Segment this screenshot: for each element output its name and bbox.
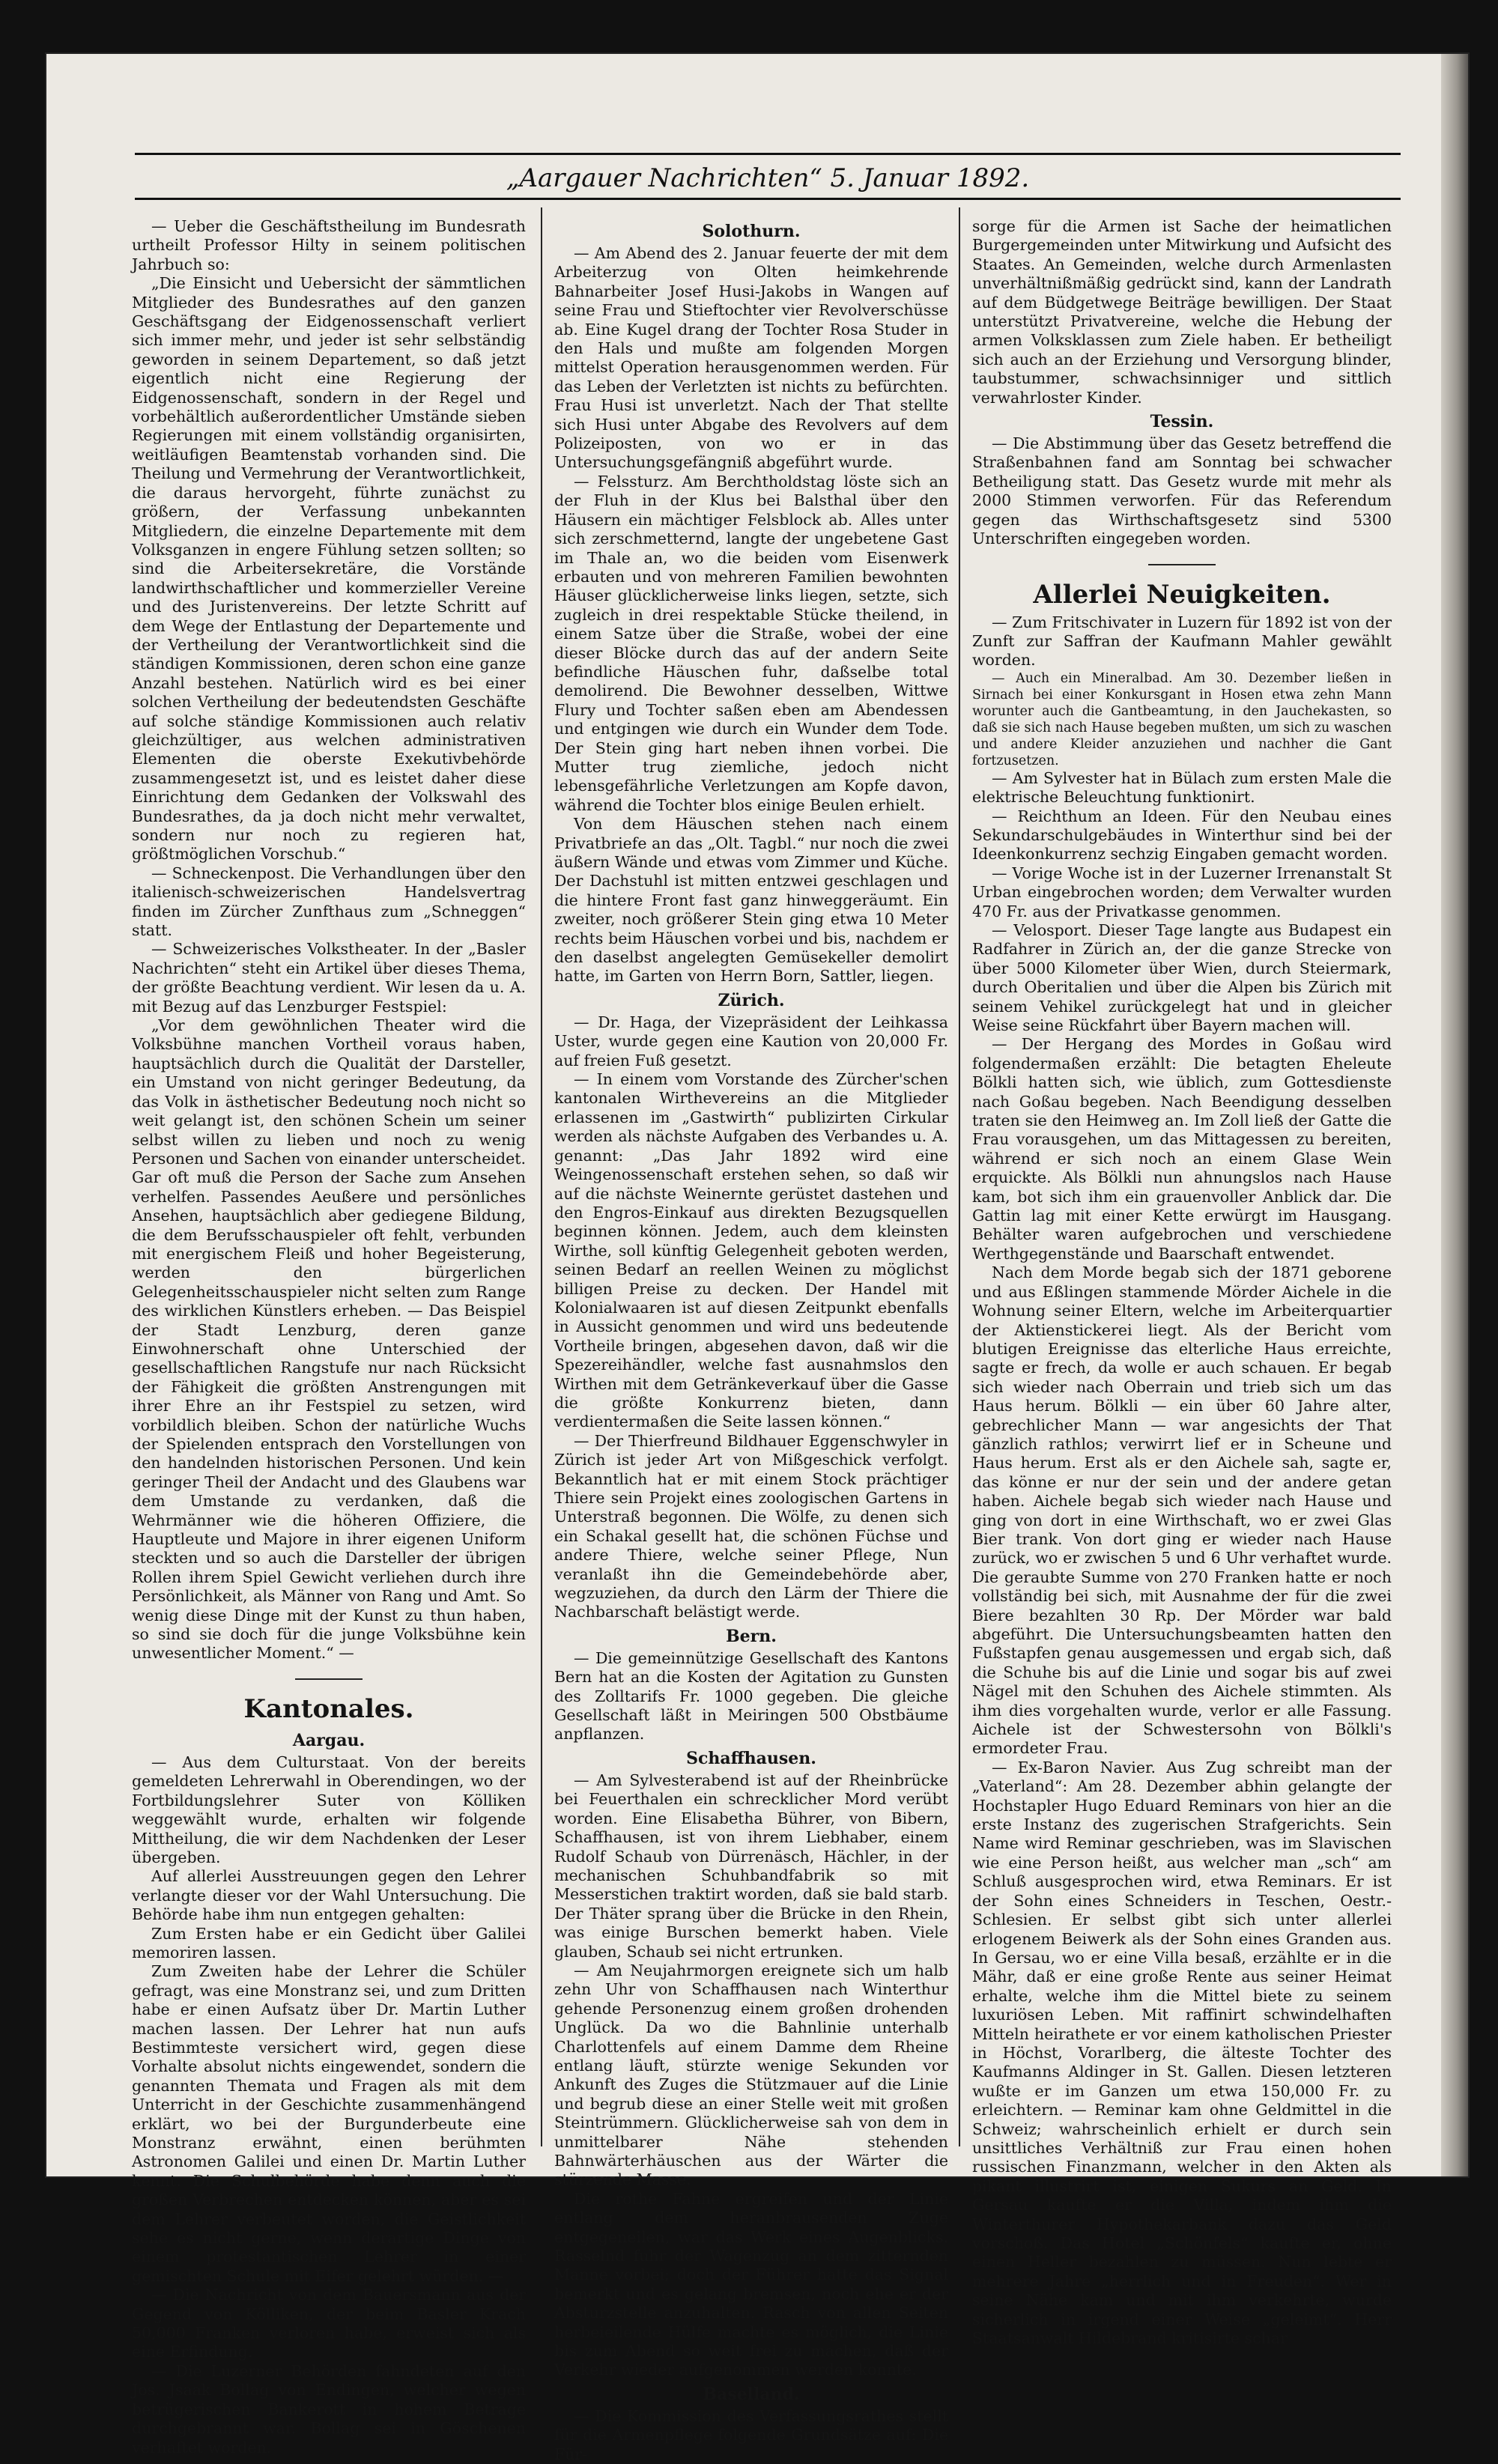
article-paragraph: — In einem vom Vorstande des Zürcher'schen kantonalen Wirthevereins an die Mitglieder erlassenen im „Gastwirth“ publizirten Cirkular werden als nächste Aufgaben des Verbandes u. A. genannt: „Das Jahr 1892 wird eine Weingenossenschaft erstehen sehen, so daß wir auf die nächste Weinernte gerüstet dastehen und den Engros-Einkauf aus direkten Bezugsquellen beginnen können. Jedem, auch dem kleinsten Wirthe, soll künftig Gelegenheit geboten werden, seinen Bedarf an reellen Weinen zu möglichst billigen Preise zu decken. Der Handel mit Kolonialwaaren ist auf diesen Zeitpunkt ebenfalls in Aussicht genommen und wird uns bedeutende Vortheile bringen, abgesehen davon, daß wir die Spezereihändler, welche fast ausnahmslos den Wirthen mit dem Getränkeverkauf über die Gasse die größte Konkurrenz bieten, dann verdientermaßen die Seite lassen können.“ xyxy=(554,1070,948,1431)
article-paragraph: — Ueber die Geschäftstheilung im Bundesrath urtheilt Professor Hilty in seinem politischen Jahrbuch so: xyxy=(132,217,526,273)
article-paragraph-small: — Auch ein Mineralbad. Am 30. Dezember ließen in Sirnach bei einer Konkursgant in Hosen etwa zehn Mann worunter auch die Gantbeamtung, in den Jauchekasten, so daß sie sich nach Hause begeben mußten, um sich zu waschen und andere Kleider anzuziehen und nachher die Gant fortzusetzen. xyxy=(972,670,1392,768)
subsection-heading: Bern. xyxy=(726,1626,777,1646)
article-paragraph: — Schneckenpost. Die Verhandlungen über den italienisch-schweizerischen Handelsvertrag finden im Zürcher Zunfthaus zum „Schneggen“ statt. xyxy=(132,864,526,940)
article-paragraph: — Schweizerisches Volkstheater. In der „Basler Nachrichten“ steht ein Artikel über dieses Thema, der größte Beachtung verdient. Wir lesen da u. A. mit Bezug auf das Lenzburger Festspiel: xyxy=(132,940,526,1016)
top-rule xyxy=(135,153,1401,155)
section-heading: Kantonales. xyxy=(243,1693,414,1724)
article-quote: „Vor dem gewöhnlichen Theater wird die Volksbühne manchen Vortheil voraus haben, hauptsächlich durch die Qualität der Darsteller, ein Umstand von nicht geringer Bedeutung, da das Volk in ästhetischer Bedeutung noch nicht so weit gelangt ist, den schönen Schein um seiner selbst willen zu lieben und noch zu wenig Personen und Sachen von einander unterscheidet. Gar oft muß die Person der Sache zum Ansehen verhelfen. Passendes Aeußere und persönliches Ansehen, hauptsächlich aber gediegene Bildung, die dem Berufsschauspieler oft fehlt, verbunden mit energischem Fleiß und hoher Begeisterung, werden den bürgerlichen Gelegenheitsschauspieler nicht selten zum Range des wirklichen Künstlers erheben. — Das Beispiel der Stadt Lenzburg, deren ganze Einwohnerschaft ohne Unterschied der gesellschaftlichen Rangstufe nur nach Rücksicht der Fähigkeit die größten Anstrengungen mit ihrer Ehre an ihr Festspiel zu setzen, wird vorbildlich bleiben. Schon der natürliche Wuchs der Spielenden entsprach den Vorstellungen von den handelnden historischen Personen. Und kein geringer Theil der Andacht und des Glaubens war dem Umstande zu verdanken, daß die Wehrmänner wie die höheren Offiziere, die Hauptleute und Majore in ihrer eigenen Uniform steckten und so auch die Darsteller der übrigen Rollen ihrem Spiel Gewicht verliehen durch ihre Persönlichkeit, als Männer von Rang und Amt. So wenig diese Dinge mit der Kunst zu thun haben, so sind sie doch für die junge Volksbühne kein unwesentlicher Moment.“ — xyxy=(132,1016,526,1663)
article-paragraph: — Die gemeinnützige Gesellschaft des Kantons Bern hat an die Kosten der Agitation zu Gunsten des Zolltarifs Fr. 1000 gegeben. Die gleiche Gesellschaft läßt in Meiringen 500 Obstbäume anpflanzen. xyxy=(554,1648,948,1744)
column-3 xyxy=(972,217,1392,2348)
column-2 xyxy=(554,217,948,2463)
column-divider xyxy=(959,207,960,2146)
article-paragraph: — Die Abstimmung über das Gesetz betreffend die Straßenbahnen fand am Sonntag bei schwacher Betheiligung statt. Das Gesetz wurde mit mehr als 2000 Stimmen verworfen. Für das Referendum gegen das Wirthschaftsgesetz sind 5300 Unterschriften eingegeben worden. xyxy=(972,434,1392,548)
article-paragraph: Die rothe Fahne ergreifen und der Linie entlang dem heranbrausenden Zuge entgegeneilen, war das Werk eines Augenblicks. Rasselnd fuhr der Wagenzug an dem zitternden Manne vorbei; doch der Führer hatte das Signal bemerkt und es gelang bremsen, noch ehe er der Absturzstelle anzuhalten. Rasch von allen Seiten herbeieilende Hülfe machte es möglich, die Linie bis zum Abend so weit frei zu machen, daß der Verkehr wieder aufgenommen werden konnte. xyxy=(554,2189,948,2379)
article-paragraph: — Vorige Woche ist in der Luzerner Irrenanstalt St Urban eingebrochen worden; dem Verwalter wurden 470 Fr. aus der Privatkasse genommen. xyxy=(972,864,1392,920)
subsection-heading: Aargau. xyxy=(292,1730,366,1750)
article-paragraph: Auf allerlei Ausstreuungen gegen den Lehrer verlangte dieser vor der Wahl Untersuchung. Die Behörde habe ihm nun entgegen gehalten: xyxy=(132,1867,526,1924)
article-paragraph: — Reichthum an Ideen. Für den Neubau eines Sekundarschulgebäudes in Winterthur sind bei der Ideenkonkurrenz sechzig Eingaben gemacht worden. xyxy=(972,807,1392,864)
article-paragraph: — Am Sylvester hat in Bülach zum ersten Male die elektrische Beleuchtung funktionirt. xyxy=(972,768,1392,807)
article-paragraph: — Am Abend des 2. Januar feuerte der mit dem Arbeiterzug von Olten heimkehrende Bahnarbeiter Josef Husi-Jakobs in Wangen auf seine Frau und Stieftochter vier Revolverschüsse ab. Eine Kugel drang der Tochter Rosa Studer in den Hals und mußte am folgenden Morgen mittelst Operation herausgenommen werden. Für das Leben der Verletzten ist nichts zu befürchten. Frau Husi ist unverletzt. Nach der That stellte sich Husi unter Abgabe des Revolvers auf dem Polizeiposten, von wo er in das Untersuchungsgefängniß abgeführt wurde. xyxy=(554,244,948,472)
article-paragraph: sorge für die Armen ist Sache der heimatlichen Burgergemeinden unter Mitwirkung und Aufsicht des Staates. An Gemeinden, welche durch Armenlasten unverhältnißmäßig gedrückt sind, kann der Landrath auf dem Büdgetwege Beiträge bewilligen. Der Staat unterstützt Privatvereine, welche die Hebung der armen Volksklassen zum Ziele haben. Er betheiligt sich auch an der Erziehung und Versorgung blinder, taubstummer, schwachsinniger und sittlich verwahrloster Kinder. xyxy=(972,217,1392,407)
article-paragraph: — Aus dem Culturstaat. Von der bereits gemeldeten Lehrerwahl in Oberendingen, wo der Fortbildungslehrer Suter von Kölliken weggewählt wurde, erhalten wir folgende Mittheilung, die wir dem Nachdenken der Leser übergeben. xyxy=(132,1753,526,1866)
article-paragraph: — Die Kommission des Verfassungsrathes stellt für die Armenpflege folgende Grundsätze auf: Die Für- xyxy=(554,2406,948,2463)
subsection-heading: Schaffhausen. xyxy=(686,1748,816,1768)
article-paragraph: Von dem Häuschen stehen nach einem Privatbriefe an das „Olt. Tagbl.“ nur noch die zwei äußern Wände und etwas vom Zimmer und Küche. Der Dachstuhl ist mitten entzwei geschlagen und die hintere Front fast ganz hinweggeräumt. Ein zweiter, noch größerer Stein ging etwa 10 Meter rechts beim Häuschen vorbei und bis, nachdem er den daselbst angelegten Gemüsekeller demolirt hatte, im Garten von Herrn Born, Sattler, liegen. xyxy=(554,815,948,986)
subsection-heading: Baselland. xyxy=(703,2384,800,2404)
column-divider xyxy=(541,207,542,2146)
article-paragraph: — Velosport. Dieser Tage langte aus Budapest ein Radfahrer in Zürich an, der die ganze Strecke von über 5000 Kilometer über Wien, durch Steiermark, durch Oberitalien und über die Alpen bis Zürich mit seinem Vehikel zurückgelegt hat und in gleicher Weise seine Rückfahrt über Bayern machen will. xyxy=(972,920,1392,1034)
subsection-heading: Solothurn. xyxy=(702,222,801,241)
masthead-rule xyxy=(135,198,1401,200)
subsection-heading: Tessin. xyxy=(1150,412,1214,432)
newspaper-page xyxy=(46,54,1468,2463)
article-paragraph: — Dr. Haga, der Vizepräsident der Leihkassa Uster, wurde gegen eine Kaution von 20,000 Fr. auf freien Fuß gesetzt. xyxy=(554,1013,948,1069)
column-1 xyxy=(132,217,526,2457)
article-paragraph: — Der Thierfreund Bildhauer Eggenschwyler in Zürich ist jeder Art von Mißgeschick verfolgt. Bekanntlich hat er mit einem Stock prächtiger Thiere sein Projekt eines zoologischen Gartens in Unterstraß begonnen. Die Wölfe, zu denen sich ein Schakal gesellt hat, die schönen Füchse und andere Thiere, welche seiner Pflege, Nun veranlaßt ihn die Gemeindebehörde aber, wegzuziehen, da durch den Lärm der Thiere die Nachbarschaft belästigt werde. xyxy=(554,1431,948,1621)
article-paragraph: — Die Nachricht von dem Bauersmann aus der Gegend von Kölliken, der beim Basler Krach 50,000 Franken verloren habe, erweist sich als eine Erfindung. xyxy=(132,2286,526,2361)
article-paragraph: — Die Luzerner Behörden fahndeten auf den Jos. Jsaak Bollag von Endingen, welcher wegen betrügerischen Bankerott in hohem Betrage durchgebrannt war. Bollag sei in Göschenen verhaftet worden. xyxy=(132,2361,526,2457)
article-paragraph: Nach dem Morde begab sich der 1871 geborene und aus Eßlingen stammende Mörder Aichele in die Wohnung seiner Eltern, welche im Arbeiterquartier der Aktienstickerei liegt. Als der Bericht vom blutigen Ereignisse das elterliche Haus erreichte, sagte er frech, da wolle er auch schauen. Er begab sich wieder nach Oberrain und trieb sich um das Haus herum. Bölkli — ein über 60 Jahre alter, gebrechlicher Mann — war angesichts der That gänzlich rathlos; verwirrt lief er in Scheune und Haus herum. Erst als er den Aichele sah, sagte er, das könne er nur der sein und der andere getan haben. Aichele begab sich wieder nach Hause und ging von dort in eine Wirthschaft, wo er zwei Glas Bier trank. Von dort ging er wieder nach Hause zurück, wo er zwischen 5 und 6 Uhr verhaftet wurde. Die geraubte Summe von 270 Franken hatte er noch vollständig bei sich, mit Ausnahme der für die zwei Biere bezahlten 30 Rp. Der Mörder war bald abgeführt. Die Untersuchungsbeamten hatten den Fußstapfen genau ausgemessen und ergab sich, daß die Schuhe bis auf die Linie und sogar bis auf zwei Nägel mit den Schuhen des Aichele stimmten. Als ihm dies vorgehalten wurde, verlor er alle Fassung. Aichele ist der Schwestersohn von Bölkli's ermordeter Frau. xyxy=(972,1263,1392,1758)
article-paragraph: — Zum Fritschivater in Luzern für 1892 ist von der Zunft zur Saffran der Kaufmann Mahler gewählt worden. xyxy=(972,613,1392,670)
article-paragraph: — Am Sylvesterabend ist auf der Rheinbrücke bei Feuerthalen ein schrecklicher Mord verübt worden. Eine Elisabetha Bührer, von Bibern, Schaffhausen, ist von ihrem Liebhaber, einem Rudolf Schaub von Dürrenäsch, Hächler, in der mechanischen Schuhbandfabrik so mit Messerstichen traktirt worden, daß sie bald starb. Der Thäter sprang über die Brücke in den Rhein, was einige Burschen bemerkt haben. Viele glauben, Schaub sei nicht ertrunken. xyxy=(554,1770,948,1961)
article-paragraph: — Am Neujahrmorgen ereignete sich um halb zehn Uhr von Schaffhausen nach Winterthur gehende Personenzug einem großen drohenden Unglück. Da wo die Bahnlinie unterhalb Charlottenfels auf einem Damme dem Rheine entlang läuft, stürzte wenige Sekunden vor Ankunft des Zuges die Stützmauer auf die Linie und begrub diese an einer Stelle weit mit großen Steintrümmern. Glücklicherweise sah von dem in unmittelbarer Nähe stehenden Bahnwärterhäuschen aus der Wärter die stürzende Masse. xyxy=(554,1961,948,2189)
article-paragraph: Zum Ersten habe er ein Gedicht über Galilei memoriren lassen. xyxy=(132,1924,526,1961)
article-paragraph: — Felssturz. Am Berchtholdstag löste sich an der Fluh in der Klus bei Balsthal über den Häusern ein mächtiger Felsblock ab. Alles unter sich zerschmetternd, langte der ungebetene Gast im Thale an, wo die beiden vom Eisenwerk erbauten und von mehreren Familien bewohnten Häuser glücklicherweise links liegen, setzte, sich zugleich in drei respektable Stücke theilend, in einem Satze über die Straße, wobei der eine dieser Blöcke durch das auf der andern Seite befindliche Häuschen fuhr, daßselbe total demolirend. Die Bewohner desselben, Wittwe Flury und Tochter saßen eben am Abendessen und entgingen wie durch ein Wunder dem Tode. Der Stein ging hart neben ihnen vorbei. Die Mutter trug ziemliche, jedoch nicht lebensgefährliche Verletzungen am Kopfe davon, während die Tochter blos einige Beulen erhielt. xyxy=(554,472,948,814)
subsection-heading: Zürich. xyxy=(718,990,785,1010)
article-quote: „Die Einsicht und Uebersicht der sämmtlichen Mitglieder des Bundesrathes auf den ganzen Geschäftsgang der Eidgenossenschaft verliert sich immer mehr, und jeder ist sehr selbständig geworden in seinem Departement, so daß jetzt eigentlich nicht eine Regierung der Eidgenossenschaft, sondern in der Regel und vorbehältlich außerordentlicher Umstände sieben Regierungen mit einem vollständig organisirten, weitläufigen Beamtenstab vorhanden sind. Die Theilung und Vermehrung der Verantwortlichkeit, die daraus hervorgeht, führte zunächst zu größern, der Verfassung unbekannten Mitgliedern, die einzelne Departemente mit dem Volksganzen in engere Fühlung setzen sollten; so sind die Arbeitersekretäre, die Vorstände landwirthschaftlicher und kommerzieller Vereine und des Juristenvereins. Der letzte Schritt auf dem Wege der Entlastung der Departemente und der Vertheilung der Verantwortlichkeit sind die ständigen Kommissionen, deren schon eine ganze Anzahl bestehen. Natürlich wird es bei einer solchen Vertheilung der bedeutendsten Geschäfte auf solche ständige Kommissionen auch relativ gleichzültiger, aus welchen administrativen Elementen die oberste Exekutivbehörde zusammengesetzt ist, und es leistet daher diese Einrichtung dem Gedanken der Volkswahl des Bundesrathes, da ja doch nicht mehr verwaltet, sondern nur noch zu regieren hat, größtmöglichen Vorschub.“ xyxy=(132,274,526,864)
article-paragraph: — Der Hergang des Mordes in Goßau wird folgendermaßen erzählt: Die betagten Eheleute Bölkli hatten sich, wie üblich, zum Gottesdienste nach Goßau begeben. Nach Beendigung desselben traten sie den Heimweg an. Im Zoll ließ der Gatte die Frau vorausgehen, um das Mittagessen zu bereiten, während er sich noch an einem Glase Wein erquickte. Als Bölkli nun ahnungslos nach Hause kam, bot sich ihm ein grauenvoller Anblick dar. Die Gattin lag mit einer Kette erwürgt im Hausgang. Behälter waren aufgebrochen und verschiedene Werthgegenstände und Baarschaft entwendet. xyxy=(972,1035,1392,1263)
article-paragraph: — Ex-Baron Navier. Aus Zug schreibt man der „Vaterland“: Am 28. Dezember abhin gelangte der Hochstapler Hugo Eduard Reminars von hier an die erste Instanz des zugerischen Strafgerichts. Sein Name wird Reminar geschrieben, was im Slavischen wie eine Person heißt, aus welcher man „sch“ am Schluß ausgesprochen wird, etwa Reminars. Er ist der Sohn eines Schneiders in Teschen, Oestr.-Schlesien. Er selbst gibt sich unter allerlei erlogenem Beiwerk als der Sohn eines Granden aus. In Gersau, wo er eine Villa besaß, erzählte er in die Mähr, daß er eine große Rente aus seiner Heimat erhalte, welche ihm die Mittel biete zu seinem luxuriösen Leben. Mit raffinirt schwindelhaften Mitteln heirathete er vor einem katholischen Priester in Höchst, Vorarlberg, die älteste Tochter des Kaufmanns Aldinger in St. Gallen. Diesen letzteren wußte er im Ganzen um etwa 150,000 Fr. zu erleichtern. — Reminar kam ohne Geldmittel in die Schweiz; wahrscheinlich erhielt er durch sein unsittliches Verhältniß zur Frau einen hohen russischen Finanzmann, welcher in den Akten als pikant illustrirt ist, einigen Sukurs an Geld. In Gersau kaufte er die Villa, indem ihm die Winterthurer Hypothekarbank dazu das Geld vorschoß. Das Hotel „Schönfels“ kaufte er, ohne einen Heller bezahlen zu müssen. Nun lebte er mehrere Jahre „herrlich und in Freuden“. Wer in seine Nähe kam und mit ihm verkehrte, wurde sicherlich in irgend einer Weise „geleimt“. Herr Staatsanwalt Hildebrand kritisirte schar xyxy=(972,1758,1392,2348)
section-divider xyxy=(295,1678,363,1680)
section-heading: Allerlei Neuigkeiten. xyxy=(1033,579,1331,610)
article-paragraph: Zum Zweiten habe der Lehrer die Schüler gefragt, was eine Monstranz sei, und zum Dritten habe er einen Aufsatz über Dr. Martin Luther machen lassen. Der Lehrer hat nun aufs Bestimmteste versichert wird, gegen diese Vorhalte absolut nichts eingewendet, sondern die genannten Themata und Fragen als mit dem Unterricht in der Geschichte zusammenhängend erklärt, wo bei der Burgunderbeute eine Monstranz erwähnt, einen berühmten Astronomen Galilei und einen Dr. Martin Luther kennt. Die Schulbehörde habe denn auch die großen Verbrechen entdecken können, aber es sei dem Lehrer verbeutet worden, die Geistlichkeit sehe es nicht gerne, wenn derartige Dinge von einem protestantischen Lehrer in einer gemischten Schule mit Eifer gelehrt würden. — xyxy=(132,1962,526,2285)
section-divider xyxy=(1148,564,1216,565)
masthead-title: „Aargauer Nachrichten“ 5. Januar 1892. xyxy=(506,163,1030,193)
page-edge xyxy=(1441,54,1468,2176)
